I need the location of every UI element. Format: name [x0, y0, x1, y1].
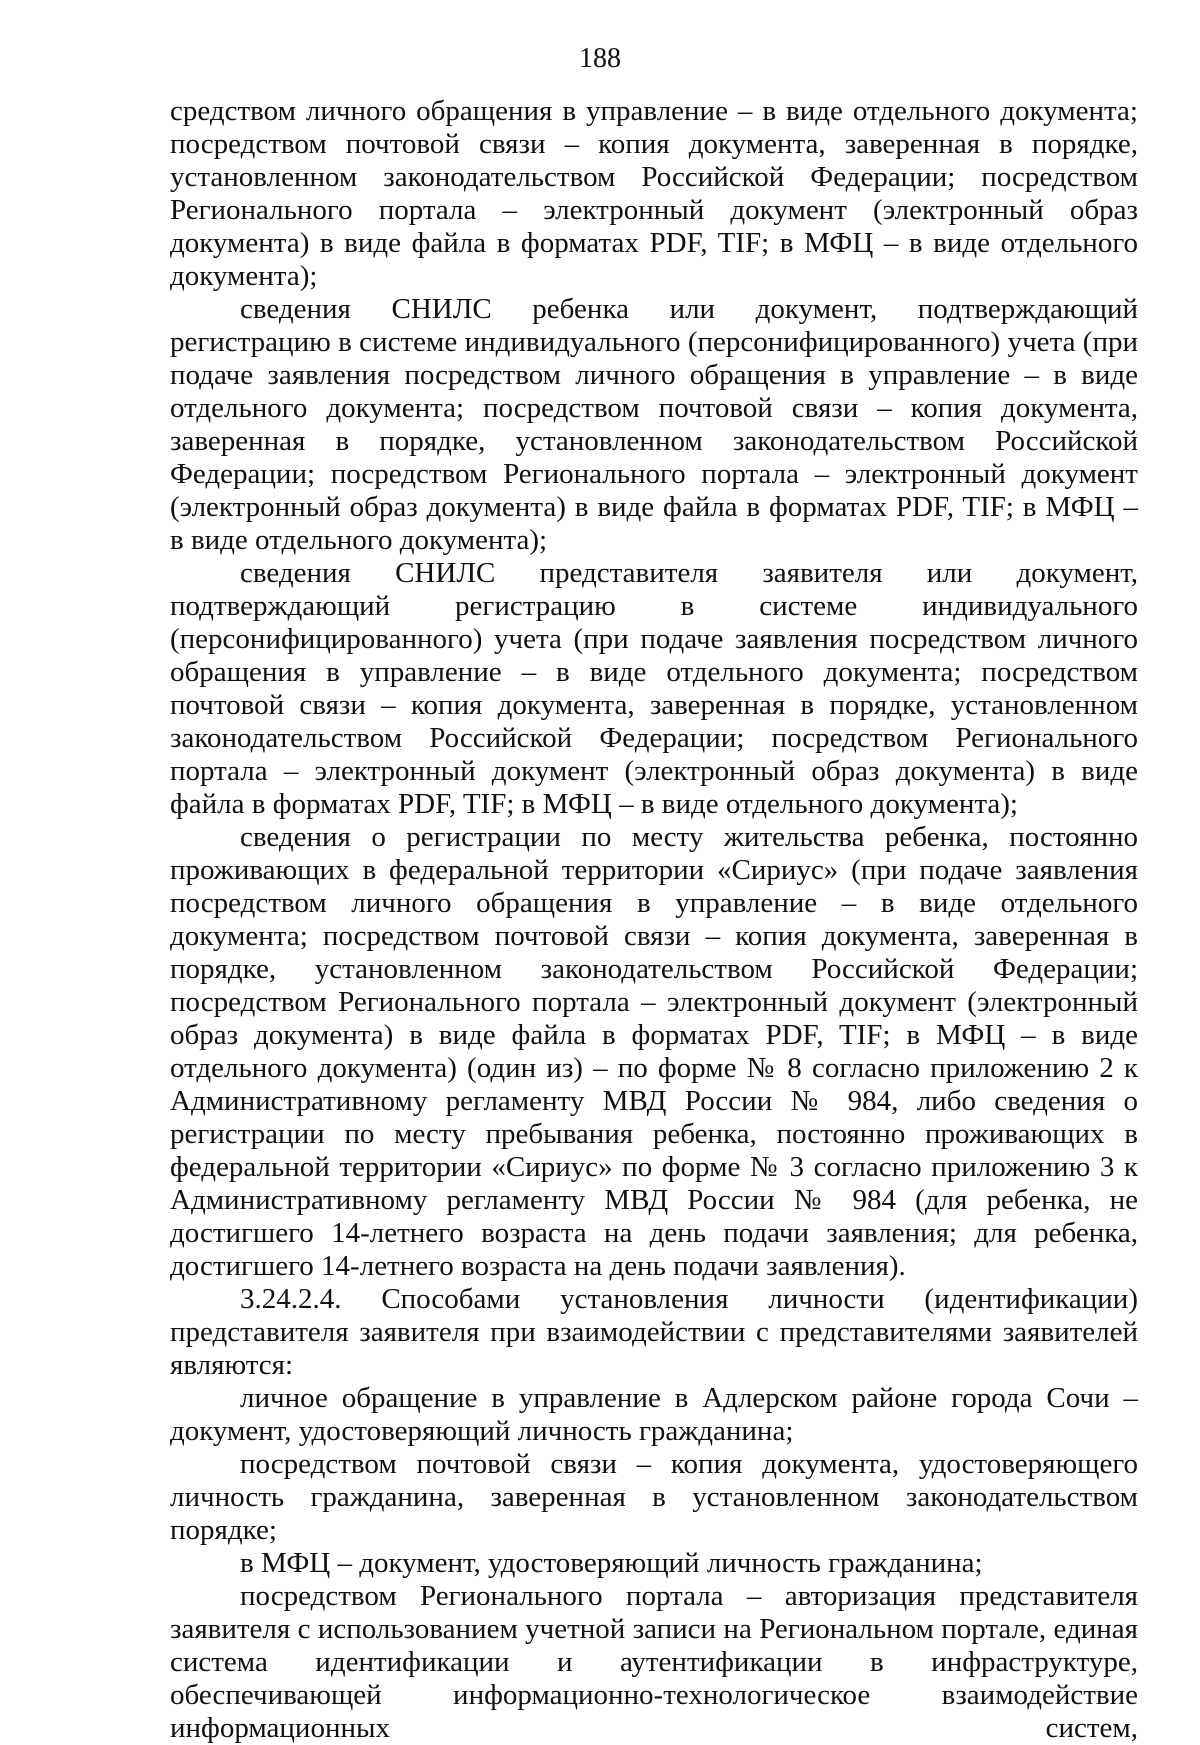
paragraph-continuation: средством личного обращения в управление – в виде отдельного документа; посредством почтовой связи – копия документа, заверенная в порядке, установленном законодательством Российской Федерации; посредством Регионального портала – электронный документ (электронный образ документа) в виде файла в форматах PDF, TIF; в МФЦ – в виде отдельного документа);: [170, 95, 1138, 292]
paragraph-registration-info: сведения о регистрации по месту жительства ребенка, постоянно проживающих в федеральной территории «Сириус» (при подаче заявления посредством личного обращения в управление – в виде отдельного документа; посредством почтовой связи – копия документа, заверенная в порядке, установленном законодательством Российской Федерации; посредством Регионального портала – электронный документ (электронный образ документа) в виде файла в форматах PDF, TIF; в МФЦ – в виде отдельного документа) (один из) – по форме № 8 согласно приложению 2 к Административному регламенту МВД России № 984, либо сведения о регистрации по месту пребывания ребенка, постоянно проживающих в федеральной территории «Сириус» по форме № 3 согласно приложению 3 к Административному регламенту МВД России № 984 (для ребенка, не достигшего 14-летнего возраста на день подачи заявления; для ребенка, достигшего 14-летнего возраста на день подачи заявления).: [170, 821, 1138, 1282]
page-number: 188: [579, 43, 621, 74]
paragraph-mfc: в МФЦ – документ, удостоверяющий личность гражданина;: [240, 1547, 983, 1579]
paragraph-section-3-24-2-4: 3.24.2.4. Способами установления личности (идентификации) представителя заявителя при взаимодействии с представителями заявителей являются:: [170, 1283, 1138, 1381]
paragraph-snils-representative: сведения СНИЛС представителя заявителя или документ, подтверждающий регистрацию в системе индивидуального (персонифицированного) учета (при подаче заявления посредством личного обращения в управление – в виде отдельного документа; посредством почтовой связи – копия документа, заверенная в порядке, установленном законодательством Российской Федерации; посредством Регионального портала – электронный документ (электронный образ документа) в виде файла в форматах PDF, TIF; в МФЦ – в виде отдельного документа);: [170, 557, 1138, 820]
document-body: [170, 95, 1138, 1745]
paragraph-postal: посредством почтовой связи – копия документа, удостоверяющего личность гражданина, заверенная в установленном законодательством порядке;: [170, 1448, 1138, 1546]
paragraph-personal-visit: личное обращение в управление в Адлерском районе города Сочи – документ, удостоверяющий личность гражданина;: [170, 1382, 1138, 1447]
paragraph-regional-portal: посредством Регионального портала – авторизация представителя заявителя с использованием учетной записи на Региональном портале, единая система идентификации и аутентификации в инфраструктуре, обеспечивающей информационно-технологическое взаимодействие информационных систем,: [170, 1580, 1138, 1744]
paragraph-snils-child: сведения СНИЛС ребенка или документ, подтверждающий регистрацию в системе индивидуального (персонифицированного) учета (при подаче заявления посредством личного обращения в управление – в виде отдельного документа; посредством почтовой связи – копия документа, заверенная в порядке, установленном законодательством Российской Федерации; посредством Регионального портала – электронный документ (электронный образ документа) в виде файла в форматах PDF, TIF; в МФЦ – в виде отдельного документа);: [170, 293, 1138, 556]
